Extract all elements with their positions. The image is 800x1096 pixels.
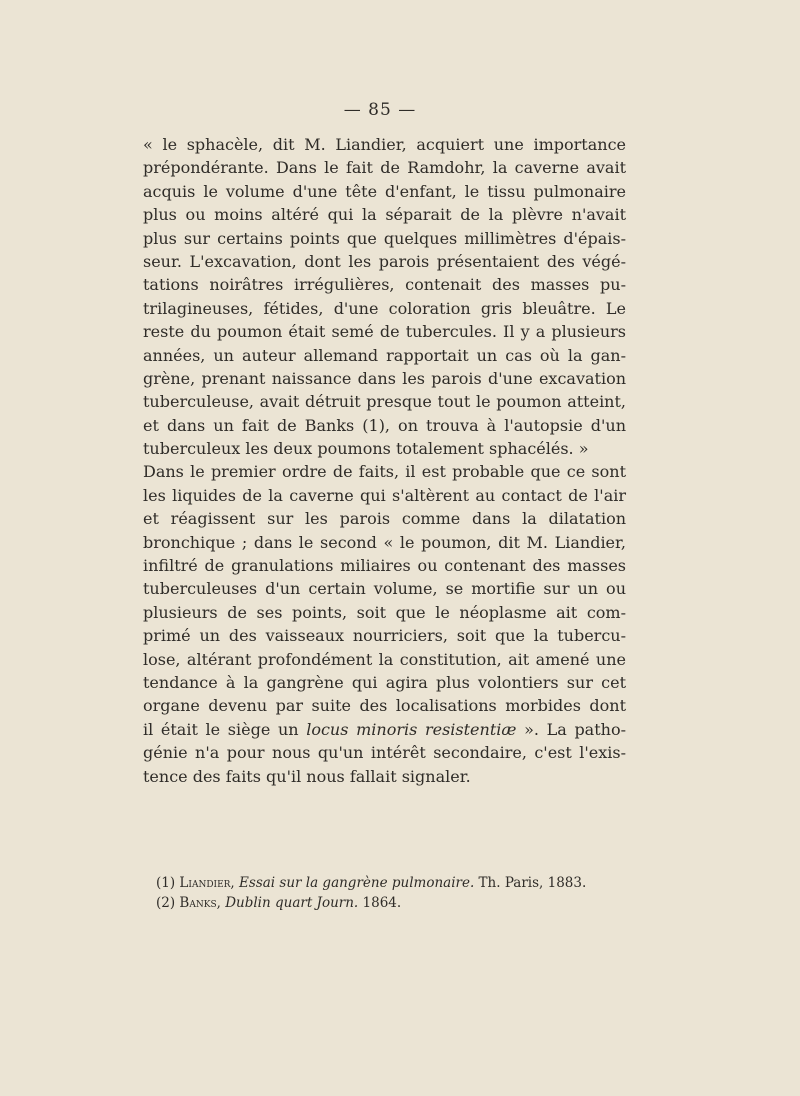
latin-phrase: locus minoris resistentiæ <box>306 719 517 739</box>
text-line: tence des faits qu'il nous fallait signaler. <box>143 766 471 786</box>
text-line: organe devenu par suite des localisations morbides dont <box>143 696 626 716</box>
footnote-details: 1864. <box>358 895 402 911</box>
footnote <box>156 893 616 913</box>
text-fragment: il était le siège un <box>143 719 307 739</box>
text-line: bronchique ; dans le second « le poumon, dit M. Liandier, <box>143 532 626 552</box>
footnote-details: Th. Paris, 1883. <box>474 875 587 891</box>
text-line: plus sur certains points que quelques millimètres d'épais- <box>143 228 626 248</box>
text-line: trilagineuses, fétides, d'une coloration gris bleuâtre. Le <box>143 298 626 318</box>
text-line: plus ou moins altéré qui la séparait de la plèvre n'avait <box>143 205 626 225</box>
text-line: infiltré de granulations miliaires ou contenant des masses <box>143 556 626 576</box>
text-line: les liquides de la caverne qui s'altèrent au contact de l'air <box>143 485 626 505</box>
text-line: plusieurs de ses points, soit que le néoplasme ait com- <box>143 602 626 622</box>
text-line: acquis le volume d'une tête d'enfant, le tissu pulmonaire <box>143 181 626 201</box>
text-line: tations noirâtres irrégulières, contenait des masses pu- <box>143 275 626 295</box>
footnotes <box>156 873 616 913</box>
text-line: « le sphacèle, dit M. Liandier, acquiert une importance <box>143 135 626 154</box>
footnote-author: Banks, <box>179 895 221 911</box>
text-line: tendance à la gangrène qui agira plus volontiers sur cet <box>143 672 626 692</box>
page-number: — 85 — <box>343 100 417 120</box>
footnote-title: Dublin quart Journ. <box>225 895 359 911</box>
text-fragment: ». La patho- <box>516 719 626 739</box>
text-line: tuberculeux les deux poumons totalement sphacélés. » <box>143 439 589 459</box>
text-line: lose, altérant profondément la constitution, ait amené une <box>143 649 626 669</box>
text-line-with-italic <box>143 718 626 741</box>
text-line: reste du poumon était semé de tubercules. Il y a plusieurs <box>143 322 626 342</box>
text-line: tuberculeuses d'un certain volume, se mortifie sur un ou <box>143 579 626 599</box>
body-text <box>143 133 626 788</box>
footnote-marker: (1) <box>156 875 176 891</box>
text-line: seur. L'excavation, dont les parois présentaient des végé- <box>143 251 626 271</box>
text-line: et réagissent sur les parois comme dans la dilatation <box>143 509 626 529</box>
text-line: Dans le premier ordre de faits, il est probable que ce sont <box>143 462 626 482</box>
footnote-author: Liandier, <box>179 875 235 891</box>
text-line: primé un des vaisseaux nourriciers, soit que la tubercu- <box>143 626 626 646</box>
text-line: années, un auteur allemand rapportait un cas où la gan- <box>143 345 626 365</box>
footnote-title: Essai sur la gangrène pulmonaire. <box>239 875 475 891</box>
footnote <box>156 873 616 893</box>
text-line: tuberculeuse, avait détruit presque tout le poumon atteint, <box>143 392 626 412</box>
text-line: grène, prenant naissance dans les parois d'une excavation <box>143 368 626 388</box>
text-line: et dans un fait de Banks (1), on trouva à l'autopsie d'un <box>143 415 626 435</box>
footnote-marker: (2) <box>156 895 176 911</box>
text-line: génie n'a pour nous qu'un intérêt secondaire, c'est l'exis- <box>143 743 626 763</box>
text-line: prépondérante. Dans le fait de Ramdohr, la caverne avait <box>143 158 626 178</box>
